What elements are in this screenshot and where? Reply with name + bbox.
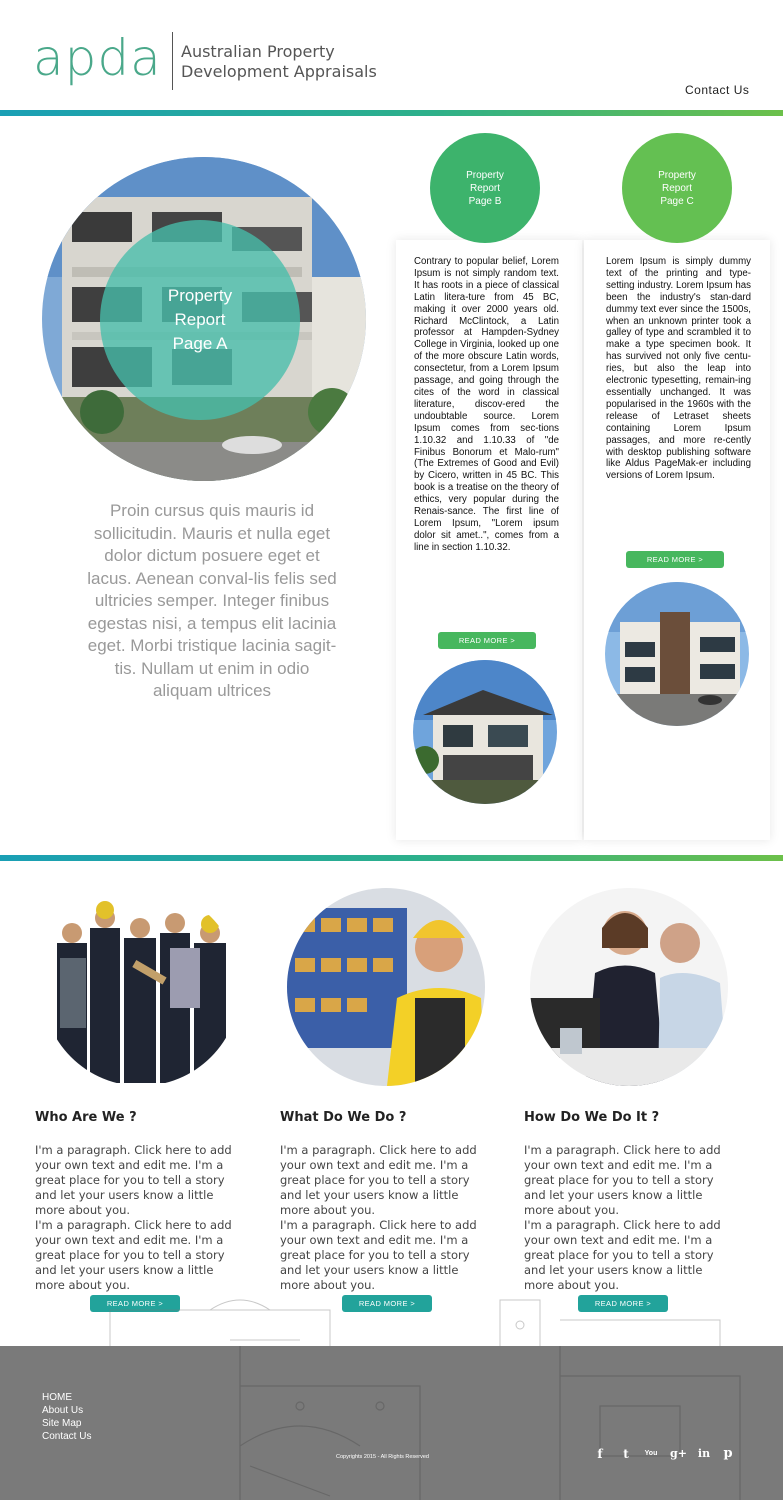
who-are-we-read-more-button[interactable]: READ MORE > [90,1295,180,1312]
nav-contact-link[interactable]: Contact Us [685,83,750,97]
logo-tagline-line2: Development Appraisals [181,62,377,81]
footer-link-site-map[interactable]: Site Map [42,1418,82,1429]
report-b-title-line3: Page B [468,195,502,207]
copyright-text: Copyrights 2015 - All Rights Reserved [336,1454,429,1460]
report-a-title-line3: Page A [172,334,228,353]
report-b-text: Contrary to popular belief, Lorem Ipsum is not simply random text. It has roots in a piece of classical Latin litera-ture from 45 BC, making it over 2000 years old. Richard McClintock, a Latin professor at Hampden-Sydney College in Virginia, looked up one of the more obscure Latin words, consectetur, from a Lorem Ipsum passage, and going through the cites of the word in classical literature, discov-ered the undoubtable source. Lorem Ipsum comes from sec-tions 1.10.32 and 1.10.33 of "de Finibus Bonorum et Malo-rum" (The Extremes of Good and Evil) by Cicero, written in 45 BC. This book is a treatise on the theory of ethics, very popular during the Renais-sance. The first line of Lorem Ipsum, "Lorem ipsum dolor sit amet..", comes from a line in section 1.10.32. [414,256,559,553]
what-do-we-do-read-more-button[interactable]: READ MORE > [342,1295,432,1312]
report-b-badge[interactable] [430,133,540,243]
report-a-title-line1: Property [167,286,233,305]
google-plus-icon[interactable]: g+ [670,1447,687,1460]
footer-link-contact-us[interactable]: Contact Us [42,1431,92,1442]
report-c-title-line1: Property [658,169,696,181]
footer [0,1346,783,1500]
youtube-icon[interactable]: You [644,1450,658,1457]
report-c-title-line2: Report [661,182,692,194]
footer-link-about-us[interactable]: About Us [42,1405,84,1416]
who-are-we-heading: Who Are We ? [35,1110,137,1125]
how-do-we-do-it-paragraph-1: I'm a paragraph. Click here to add your own text and edit me. I'm a great place for you to tell a story and let your users know a little more about you. [524,1143,721,1217]
logo-divider [172,32,173,90]
who-are-we-photo [42,888,240,1086]
how-do-we-do-it-heading: How Do We Do It ? [524,1110,660,1125]
logo-text: apda [33,29,162,87]
linkedin-icon[interactable]: in [697,1447,711,1460]
report-c-title-line3: Page C [660,195,694,207]
logo-tagline-line1: Australian Property [181,42,335,61]
twitter-icon[interactable]: t [623,1447,629,1461]
what-do-we-do-paragraph-1: I'm a paragraph. Click here to add your own text and edit me. I'm a great place for you to tell a story and let your users know a little more about you. [280,1143,477,1217]
report-c-text: Lorem Ipsum is simply dummy text of the printing and type-setting industry. Lorem Ipsum has been the industry's stan-dard dummy text ever since the 1500s, when an unknown printer took a galley of type and scrambled it to make a type specimen book. It has survived not only five centu-ries, but also the leap into electronic typesetting, remain-ing essentially unchanged. It was popularised in the 1960s with the release of Letraset sheets containing Lorem Ipsum passages, and more re-cently with desktop publishing software like Aldus PageMak-er including versions of Lorem Ipsum. [606,256,751,482]
who-are-we-paragraph-1: I'm a paragraph. Click here to add your own text and edit me. I'm a great place for you to tell a story and let your users know a little more about you. [35,1143,232,1217]
what-do-we-do-paragraph-2: I'm a paragraph. Click here to add your own text and edit me. I'm a great place for you to tell a story and let your users know a little more about you. [280,1218,477,1292]
report-c-building-photo [605,582,749,726]
how-do-we-do-it-photo [530,888,728,1086]
report-b-read-more-button[interactable]: READ MORE > [438,632,536,649]
header-gradient-bar [0,110,783,116]
footer-link-home[interactable]: HOME [42,1392,72,1403]
facebook-icon[interactable]: f [597,1447,603,1461]
report-c-read-more-button[interactable]: READ MORE > [626,551,724,568]
report-b-house-photo [413,660,557,804]
report-b-title-line2: Report [469,182,500,194]
section-gradient-bar [0,855,783,861]
report-a-title-line2: Report [174,310,226,329]
what-do-we-do-photo [287,888,485,1086]
pinterest-icon[interactable]: p [723,1446,733,1461]
report-a-overlay[interactable] [100,220,300,420]
who-are-we-paragraph-2: I'm a paragraph. Click here to add your own text and edit me. I'm a great place for you to tell a story and let your users know a little more about you. [35,1218,232,1292]
how-do-we-do-it-read-more-button[interactable]: READ MORE > [578,1295,668,1312]
report-b-title-line1: Property [466,169,504,181]
intro-paragraph: Proin cursus quis mauris id sollicitudin. Mauris et nulla eget dolor dictum posuere eget et lacus. Aenean conval-lis felis sed ultricies semper. Integer finibus egestas nisi, a tempus elit lacinia eget. Morbi tristique lacinia sagit-tis. Nullam ut enim in odio aliquam ultrices [87,501,337,700]
logo-wordmark[interactable] [33,28,162,88]
report-c-badge[interactable] [622,133,732,243]
footer-blueprint-background [0,1346,783,1500]
how-do-we-do-it-paragraph-2: I'm a paragraph. Click here to add your own text and edit me. I'm a great place for you to tell a story and let your users know a little more about you. [524,1218,721,1292]
what-do-we-do-heading: What Do We Do ? [280,1110,407,1125]
blueprint-decoration [0,1280,783,1350]
